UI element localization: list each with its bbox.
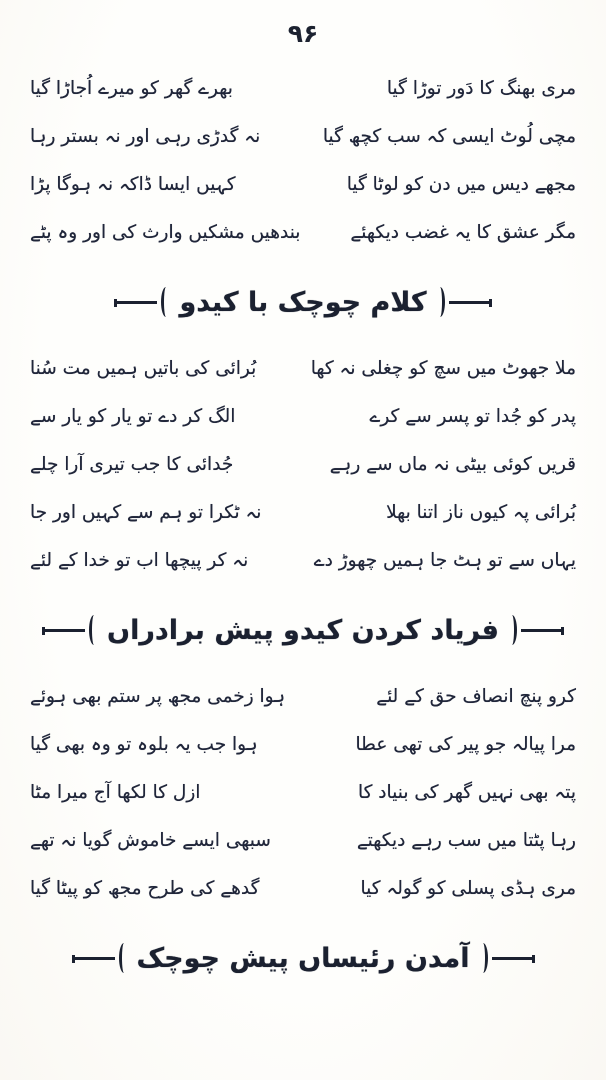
ornament-line-icon — [521, 629, 563, 632]
verse-row — [30, 536, 576, 584]
hemistich-right: مرا پیالہ جو پیر کی تھی عطا — [355, 733, 576, 755]
hemistich-left: نہ گدڑی رہی اور نہ بستر رہا — [30, 125, 261, 147]
hemistich-right: قریں کوئی بیٹی نہ ماں سے رہے — [329, 453, 576, 475]
section-title: آمدن رئیساں پیش چوچک — [136, 942, 470, 974]
stanza-3 — [30, 672, 576, 912]
hemistich-left: کہیں ایسا ڈاکہ نہ ہوگا پڑا — [30, 173, 236, 195]
ornament-paren-icon — [89, 615, 99, 645]
hemistich-right: ملا جھوٹ میں سچ کو چغلی نہ کھا — [310, 357, 576, 379]
ornament-paren-icon — [478, 943, 488, 973]
section-heading-1 — [30, 270, 576, 334]
section-title: کلام چوچک با کیدو — [179, 286, 427, 318]
ornament-paren-icon — [161, 287, 171, 317]
ornament-line-icon — [43, 629, 85, 632]
hemistich-right: پدر کو جُدا تو پسر سے کرے — [369, 405, 576, 427]
hemistich-right: مجھے دیس میں دن کو لوٹا گیا — [346, 173, 576, 195]
verse-row — [30, 160, 576, 208]
hemistich-left: گدھے کی طرح مجھ کو پیٹا گیا — [30, 877, 260, 899]
hemistich-right: مری بھنگ کا دَور توڑا گیا — [386, 77, 576, 99]
hemistich-left: ازل کا لکھا آج میرا مٹا — [30, 781, 201, 803]
verse-row — [30, 768, 576, 816]
ornament-paren-icon — [119, 943, 129, 973]
hemistich-left: سبھی ایسے خاموش گویا نہ تھے — [30, 829, 271, 851]
ornament-line-icon — [492, 957, 534, 960]
ornament-line-icon — [73, 957, 115, 960]
hemistich-right: پتہ بھی نہیں گھر کی بنیاد کا — [357, 781, 576, 803]
verse-row — [30, 344, 576, 392]
ornament-line-icon — [449, 301, 491, 304]
hemistich-left: ہوا جب یہ بلوہ تو وہ بھی گیا — [30, 733, 258, 755]
ornament-paren-icon — [507, 615, 517, 645]
hemistich-right: مگر عشق کا یہ غضب دیکھئے — [350, 221, 576, 243]
section-title: فریاد کردن کیدو پیش برادراں — [107, 614, 499, 646]
hemistich-right: مری ہڈی پسلی کو گولہ کیا — [360, 877, 576, 899]
hemistich-left: الگ کر دے تو یار کو یار سے — [30, 405, 236, 427]
stanza-1 — [30, 64, 576, 256]
hemistich-right: مچی لُوٹ ایسی کہ سب کچھ گیا — [322, 125, 576, 147]
hemistich-left: جُدائی کا جب تیری آرا چلے — [30, 453, 234, 475]
page-number: ۹۶ — [287, 19, 319, 48]
ornament-line-icon — [115, 301, 157, 304]
verse-row — [30, 440, 576, 488]
section-heading-2 — [30, 598, 576, 662]
verse-row — [30, 672, 576, 720]
verse-row — [30, 392, 576, 440]
verse-row — [30, 208, 576, 256]
hemistich-right: کرو پنچ انصاف حق کے لئے — [376, 685, 576, 707]
section-heading-3 — [30, 926, 576, 990]
hemistich-left: بھرے گھر کو میرے اُجاڑا گیا — [30, 77, 233, 99]
verse-row — [30, 64, 576, 112]
verse-row — [30, 864, 576, 912]
verse-row — [30, 816, 576, 864]
hemistich-left: بُرائی کی باتیں ہمیں مت سُنا — [30, 357, 257, 379]
verse-row — [30, 488, 576, 536]
hemistich-left: بندھیں مشکیں وارث کی اور وہ پٹے — [30, 221, 301, 243]
hemistich-left: ہوا زخمی مجھ پر ستم بھی ہوئے — [30, 685, 286, 707]
hemistich-right: یہاں سے تو ہٹ جا ہمیں چھوڑ دے — [313, 549, 576, 571]
verse-row — [30, 112, 576, 160]
hemistich-left: نہ کر پیچھا اب تو خدا کے لئے — [30, 549, 249, 571]
ornament-paren-icon — [435, 287, 445, 317]
hemistich-right: رہا پٹتا میں سب رہے دیکھتے — [356, 829, 576, 851]
hemistich-left: نہ ٹکرا تو ہم سے کہیں اور جا — [30, 501, 262, 523]
stanza-2 — [30, 344, 576, 584]
verse-row — [30, 720, 576, 768]
hemistich-right: بُرائی پہ کیوں ناز اتنا بھلا — [386, 501, 576, 523]
